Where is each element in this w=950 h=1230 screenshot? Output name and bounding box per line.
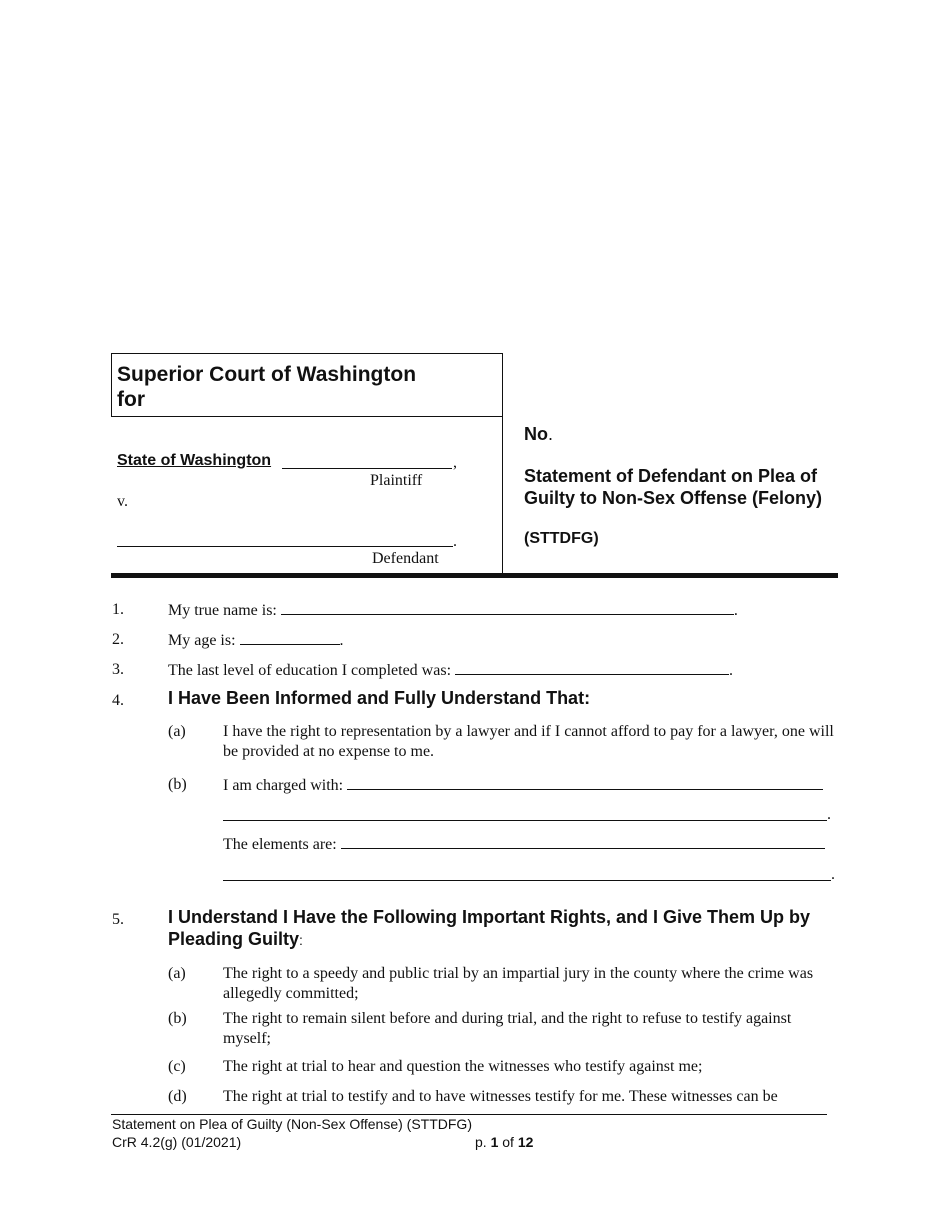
charged-row — [223, 775, 838, 796]
charged-label: I am charged with: — [223, 777, 344, 794]
defendant-label: Defendant — [372, 550, 439, 567]
item-2-row: My age is: . — [168, 632, 344, 649]
plaintiff-comma: , — [453, 454, 457, 471]
defendant-period: . — [453, 533, 457, 550]
age-field[interactable] — [240, 630, 340, 645]
education-label: The last level of education I completed was: — [168, 662, 452, 679]
page-of: of — [502, 1134, 514, 1150]
charged-field[interactable] — [347, 775, 823, 790]
item-5c-text: The right at trial to hear and question the witnesses who testify against me; — [223, 1058, 703, 1075]
age-label: My age is: — [168, 632, 236, 649]
item-5b-text: The right to remain silent before and during trial, and the right to refuse to testify against myself; — [223, 1010, 792, 1047]
item-2-number: 2. — [112, 631, 124, 648]
item-5-colon: : — [299, 932, 303, 948]
item-4-number: 4. — [112, 692, 124, 709]
caption-divider — [502, 353, 503, 575]
item-3-number: 3. — [112, 661, 124, 678]
elements-field[interactable] — [341, 834, 825, 849]
versus: v. — [117, 493, 128, 510]
page-prefix: p. — [475, 1134, 487, 1150]
plaintiff-name: State of Washington — [117, 452, 272, 469]
item-4-heading: I Have Been Informed and Fully Understand That: — [168, 688, 591, 708]
elements-period: . — [831, 866, 835, 883]
item-5a-letter: (a) — [168, 965, 186, 982]
page-current: 1 — [490, 1134, 499, 1150]
item-3-row: The last level of education I completed was: . — [168, 662, 734, 679]
item-4b-letter: (b) — [168, 776, 187, 793]
elements-row — [223, 834, 838, 855]
item-5a-text: The right to a speedy and public trial by an impartial jury in the county where the crime was allegedly committed; — [223, 965, 814, 1002]
footer-rule-citation: CrR 4.2(g) (01/2021) — [112, 1134, 242, 1150]
education-field[interactable] — [455, 660, 729, 675]
true-name-field[interactable] — [281, 600, 734, 615]
item-5-heading-block — [168, 906, 833, 951]
item-5c-letter: (c) — [168, 1058, 186, 1075]
defendant-line[interactable] — [117, 546, 453, 547]
item-1-row: My true name is: . — [168, 602, 738, 619]
footer-page-number — [475, 1134, 533, 1150]
charged-period: . — [827, 806, 831, 823]
case-number: No. — [524, 424, 554, 444]
item-4a-text: I have the right to representation by a lawyer and if I cannot afford to pay for a lawyer, one will be provided at no expense to me. — [223, 723, 834, 760]
court-title: Superior Court of Washington for — [117, 363, 417, 411]
item-5d-text: The right at trial to testify and to have witnesses testify for me. These witnesses can be — [223, 1088, 778, 1105]
item-5d-letter: (d) — [168, 1088, 187, 1105]
item-5-heading: I Understand I Have the Following Important Rights, and I Give Them Up by Pleading Guilty — [168, 907, 811, 949]
item-5-number: 5. — [112, 911, 124, 928]
charged-field-continued[interactable] — [223, 820, 827, 821]
page-total: 12 — [517, 1134, 534, 1150]
footer-rule — [111, 1114, 827, 1115]
item-1-number: 1. — [112, 601, 124, 618]
form-title: Statement of Defendant on Plea of Guilty to Non-Sex Offense (Felony) — [524, 466, 823, 508]
caption-bottom-rule — [111, 573, 838, 578]
item-5b-letter: (b) — [168, 1010, 187, 1027]
footer-form-name: Statement on Plea of Guilty (Non-Sex Offense) (STTDFG) — [112, 1116, 472, 1132]
case-number-label: No — [524, 424, 548, 444]
elements-field-continued[interactable] — [223, 880, 831, 881]
form-code: (STTDFG) — [524, 530, 599, 547]
plaintiff-label: Plaintiff — [370, 472, 423, 489]
plaintiff-line[interactable] — [282, 468, 452, 469]
true-name-label: My true name is: — [168, 602, 277, 619]
elements-label: The elements are: — [223, 836, 337, 853]
item-4a-letter: (a) — [168, 723, 186, 740]
